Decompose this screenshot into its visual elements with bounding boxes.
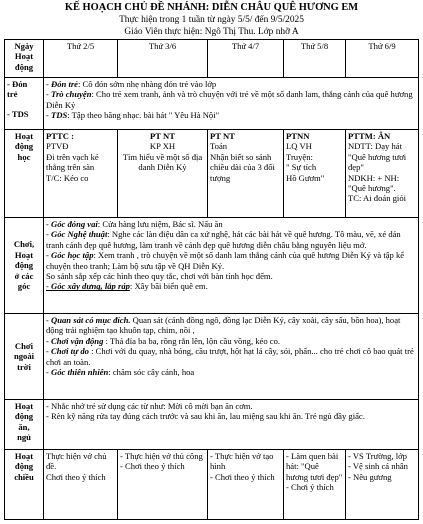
item-label: - Trò chuyện — [46, 89, 92, 100]
lesson-text: Toán Nhận biết so sánh chiều dài của 3 đối tượng — [210, 141, 275, 183]
afternoon-cell-wed: - Thực hiện vở tạo hình - Chơi theo ý thích — [208, 450, 284, 520]
item-label: - TDS — [46, 110, 68, 121]
item-label: - Góc thiên nhiên — [46, 367, 109, 378]
plan-time: Thực hiện trong 1 tuần từ ngày 5/5/ đến 9/5/2025 — [119, 15, 304, 25]
item-label: - Góc học tập — [46, 250, 94, 261]
item-text: : Nghe các làn điệu dân ca xứ nghệ, hát các bài hát về quê hương. Tô màu, vẽ, xé dán tranh cảnh đẹp quê hương, làm tranh về cảnh đẹp quê hương diễn châu bằng nguyên liệu mở. — [46, 229, 401, 250]
row-hoat-dong-chieu — [5, 450, 419, 520]
lesson-text: KP XH Tìm hiểu về một số địa danh Diễn Kỷ — [122, 141, 203, 173]
item-label: - Góc đóng vai — [46, 219, 98, 229]
header-cell-day: Thứ 5/8 — [284, 40, 346, 78]
item-label: - Chơi vận động — [46, 335, 104, 346]
item-text: : Thả đỉa ba ba, rồng rắn lên, lộn cầu vồng, kéo co. — [103, 335, 281, 346]
item-label: - Chơi tự do — [46, 346, 89, 357]
afternoon-cell-tue: - Thực hiện vở thủ công - Chơi theo ý thích — [118, 450, 208, 520]
lesson-cell-tue — [118, 130, 208, 218]
afternoon-cell-mon: Thực hiện vở chủ đề. Chơi theo ý thích — [44, 450, 118, 520]
don-tre-content — [44, 78, 419, 130]
content-line — [46, 281, 416, 291]
lesson-cell-wed — [208, 130, 284, 218]
document-header — [4, 2, 419, 38]
row-an-ngu — [5, 400, 419, 450]
content-line — [46, 79, 416, 89]
content-line: - Rèn kỹ năng rửa tay đúng cách trước và sau khi ăn, lau miệng sau khi ăn. Trẻ ngủ đầy giấc. — [46, 411, 365, 422]
item-text: : Cô đón sớm nhẹ nhàng đón trẻ vào lớp — [78, 79, 217, 89]
lesson-area: PT NT — [210, 131, 235, 141]
content-line — [46, 219, 416, 229]
item-text: : Chơi với đu quay, nhà bóng, cầu trượt, hột hạt lá cây, sỏi, phấn... cho trẻ chơi cô bao quát trẻ chơi an toàn. — [46, 346, 414, 367]
content-line — [46, 346, 416, 367]
content-line — [46, 367, 416, 377]
content-line: - Nhắc nhở trẻ sử dụng các từ như: Mời cô mời bạn ăn cơm. — [46, 401, 253, 411]
header-cell-day: Thứ 4/7 — [208, 40, 284, 78]
item-text: : Tập theo băng nhạc. bài hát " Yêu Hà Nội" — [67, 110, 220, 121]
content-line — [46, 250, 416, 271]
lesson-area: PTNN — [286, 131, 310, 141]
plan-table — [4, 39, 419, 520]
item-text: : Cửa hàng lưu niệm, Bác sĩ. Nấu ăn — [97, 219, 223, 229]
content-line — [46, 336, 416, 346]
plan-teacher: Giáo Viên thực hiện: Ngô Thị Thu. Lớp nhỡ A — [124, 27, 299, 37]
content-line — [46, 315, 416, 336]
header-cell-activity: Ngày Hoạt động — [5, 40, 44, 78]
item-label: - Góc Nghệ thuật — [46, 229, 108, 240]
plan-title: KẾ HOẠCH CHỦ ĐỀ NHÁNH: DIỄN CHÂU QUÊ HƯƠNG EM — [64, 2, 359, 13]
item-text: : Xem tranh , trò chuyện về một số danh lam thắng cảnh của quê hương Diễn Kỷ và tập kể chuyện theo tranh; Làm bộ sưu tập về QH Diễn Kỷ. — [46, 250, 405, 271]
row-label-chieu: Hoạt động chiều — [5, 450, 44, 520]
header-cell-day: Thứ 2/5 — [44, 40, 118, 78]
lesson-cell-fri — [346, 130, 419, 218]
item-label: - Góc xây dựng, lắp ráp — [46, 281, 130, 292]
an-ngu-content — [44, 400, 419, 450]
row-don-tre — [5, 78, 419, 130]
afternoon-cell-thu: - Làm quen bài hát: "Quê hương tươi đẹp" - Chơi ý thích — [284, 450, 346, 520]
item-label: - Quan sát có mục đích. — [46, 315, 131, 325]
afternoon-cell-fri: - VS Trường, lớp - Vệ sinh cá nhân - Nêu gương — [346, 450, 419, 520]
ngoai-troi-content — [44, 314, 419, 400]
lesson-text: PTVĐ Đi trên vạch kẻ thẳng trên sàn T/C: Kéo co — [46, 141, 99, 183]
lesson-text: LQ VH Truyện: " Sự tích Hồ Gươm" — [286, 141, 325, 183]
item-text: : Cho trẻ xem tranh, ảnh và trò chuyện với trẻ về một số danh lam, thắng cảnh của quê hương Diễn Kỷ — [46, 89, 413, 110]
row-label-text: - TDS — [7, 108, 29, 119]
lesson-area: PTTM: ÂN — [348, 131, 391, 141]
item-text: : Xây bãi biển quê em. — [129, 281, 208, 292]
table-header-row — [5, 40, 419, 78]
item-text: : chăm sóc cây cảnh, hoa — [108, 367, 195, 378]
row-choi-ngoai-troi — [5, 314, 419, 400]
row-label-don-tre — [5, 78, 44, 130]
lesson-area: PT NT — [150, 131, 175, 141]
content-line — [46, 229, 416, 250]
lesson-cell-thu — [284, 130, 346, 218]
row-choi-goc — [5, 218, 419, 314]
item-text: Quan sát (cánh đồng ngô, đồng lạc Diễn Kỷ, cây xoài, cây sấu, bồn hoa), hoạt động trải nghiệm tạo khuôn tạp, chim, nồi , — [46, 315, 401, 336]
row-label-goc: Chơi, Hoạt động ở các góc — [5, 218, 44, 314]
goc-content — [44, 218, 419, 314]
row-label-an-ngu: Hoạt động ăn, ngủ — [5, 400, 44, 450]
header-cell-day: Thứ 6/9 — [346, 40, 419, 78]
content-line — [46, 89, 416, 110]
row-label-text: - Đón trẻ — [7, 79, 28, 100]
lesson-cell-mon — [44, 130, 118, 218]
content-line — [46, 110, 416, 120]
item-label: - Đón trẻ — [46, 79, 78, 89]
lesson-text: NDTT: Dạy hát "Quê hương tươi đẹp" NDKH: + NH: "Quê hương". TC: Ai đoán giỏi — [348, 141, 407, 204]
row-label-ngoai-troi: Chơi ngoài trời — [5, 314, 44, 400]
row-hoat-dong-hoc — [5, 130, 419, 218]
row-label-hoc: Hoạt động học — [5, 130, 44, 218]
lesson-area: PTTC : — [46, 131, 74, 141]
content-line: So sánh sắp xếp các hình theo quy tắc, chơi với bàn tính học đếm. — [46, 271, 273, 282]
header-cell-day: Thứ 3/6 — [118, 40, 208, 78]
